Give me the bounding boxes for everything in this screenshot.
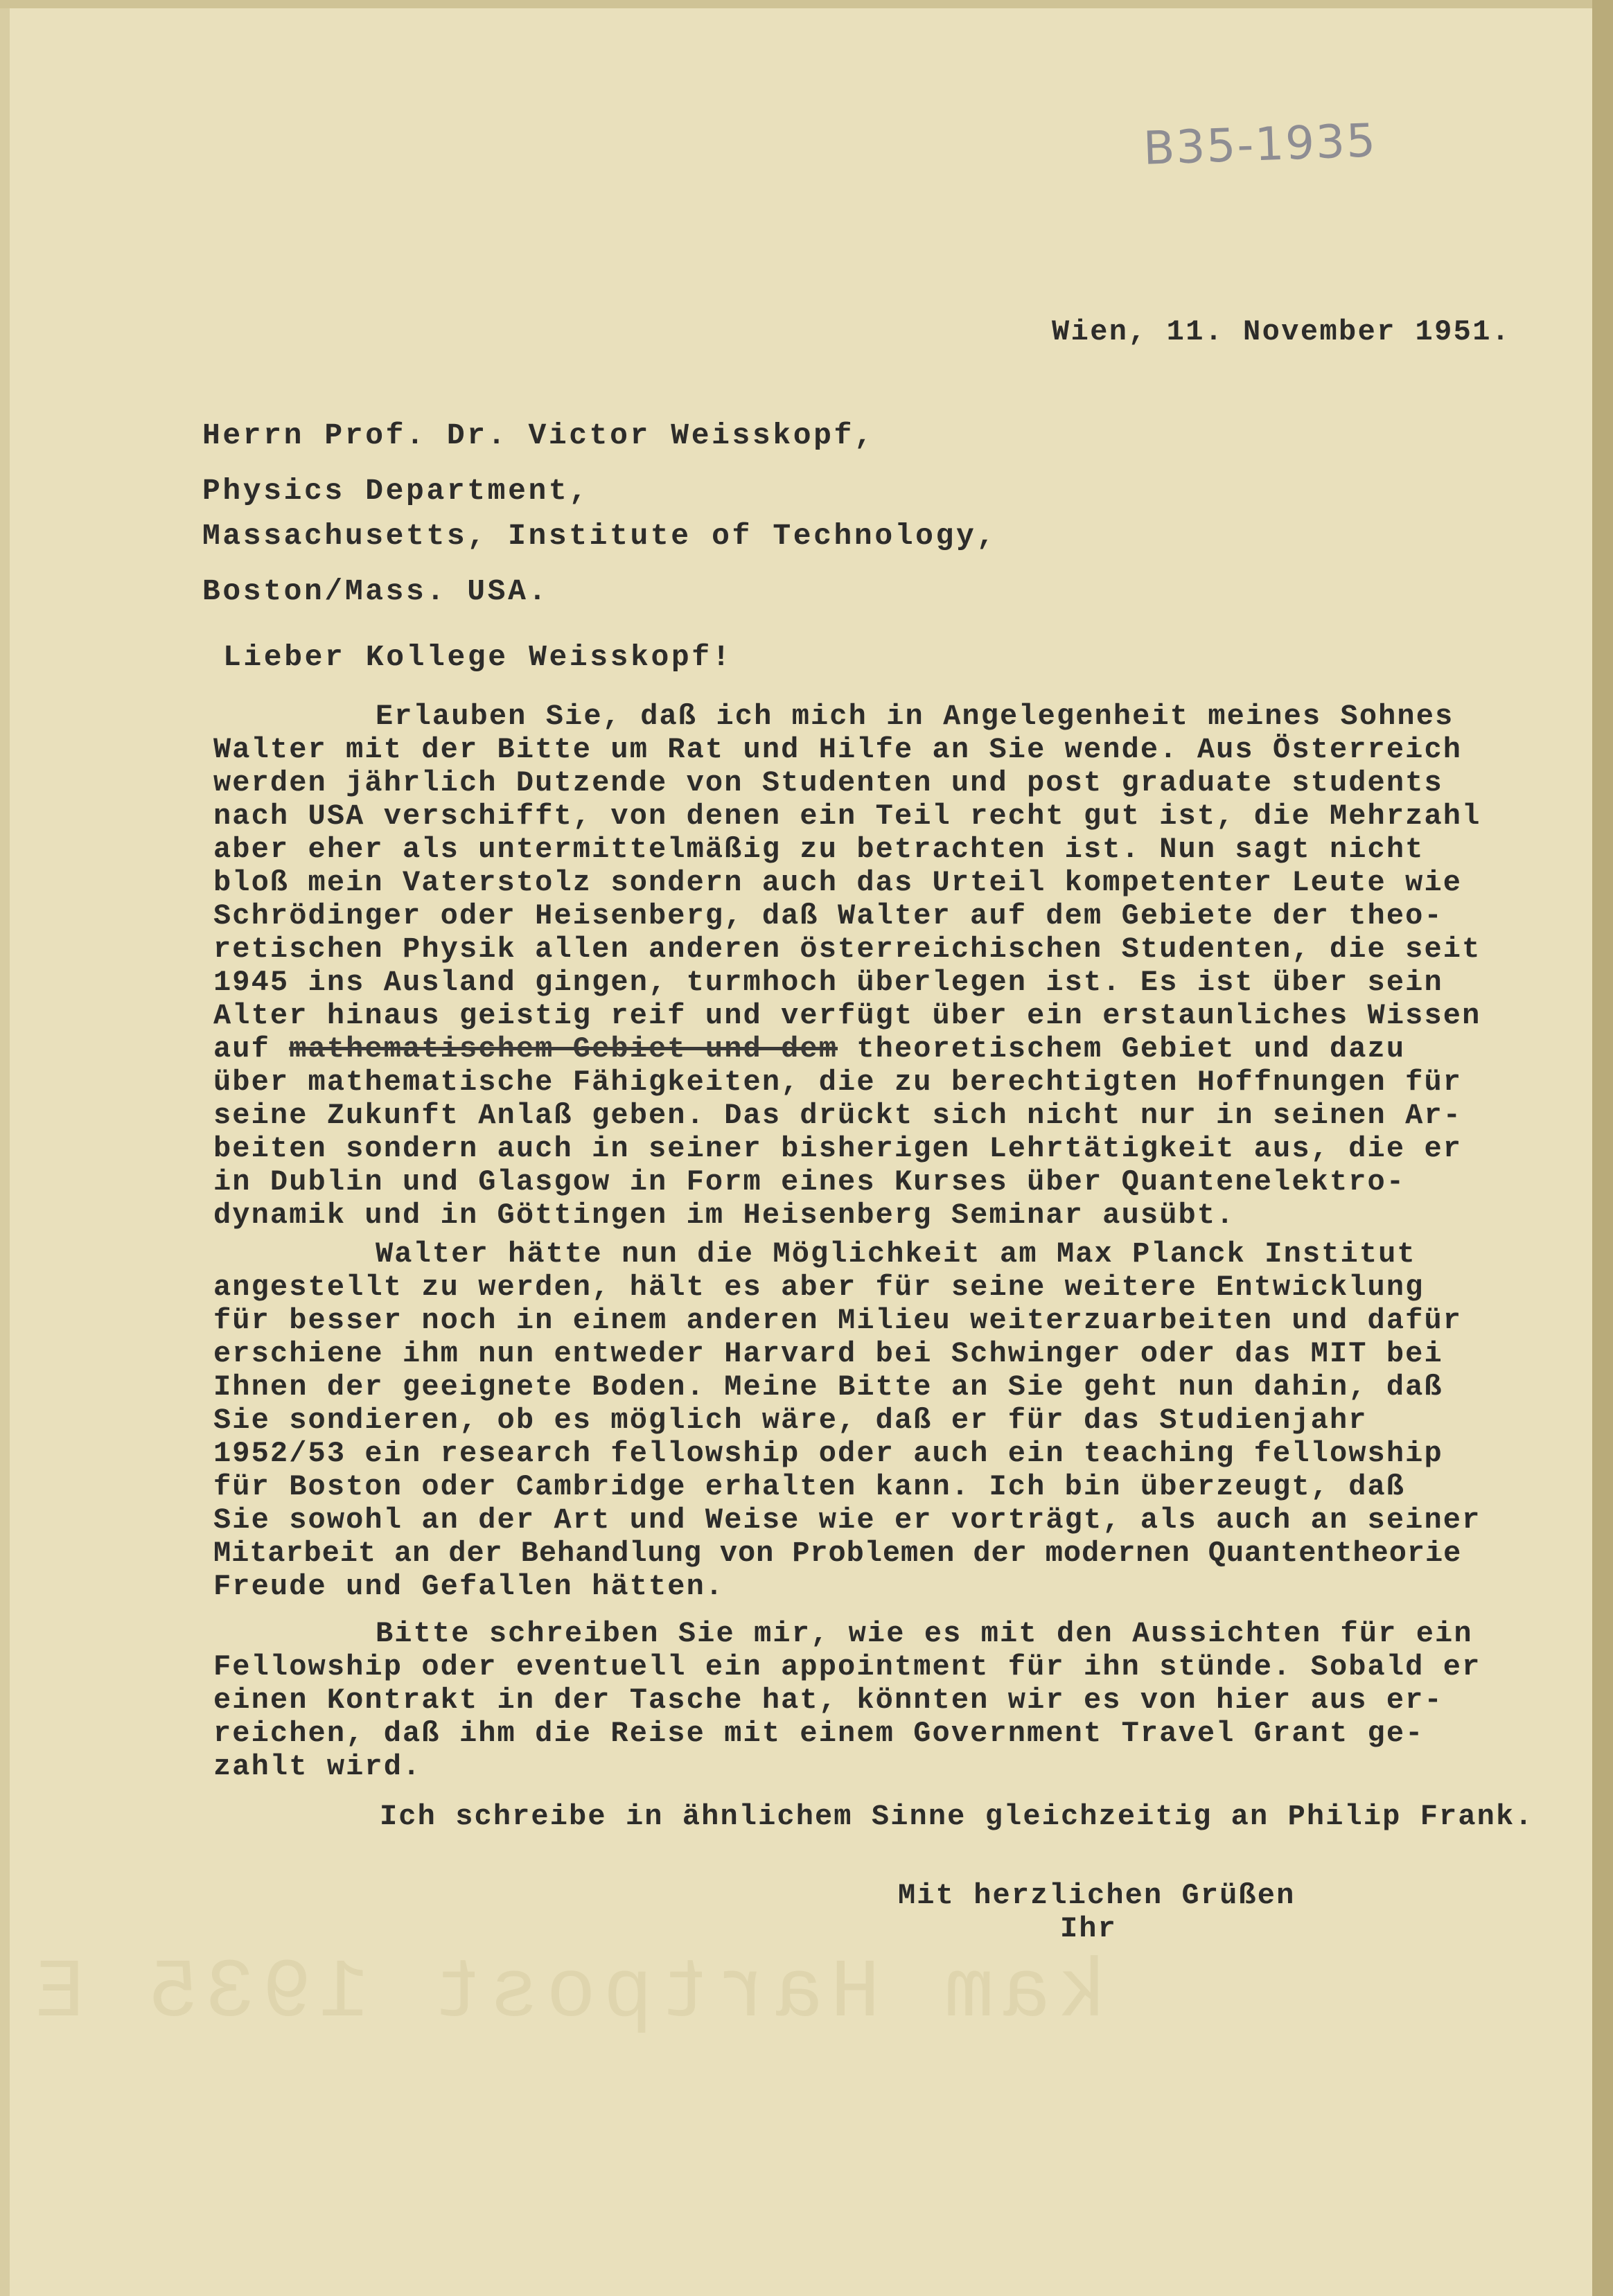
- signature: Ihr: [1060, 1912, 1117, 1945]
- address-line: Massachusetts, Institute of Technology,: [202, 519, 997, 553]
- closing: Mit herzlichen Grüßen: [898, 1879, 1296, 1912]
- struck-line-suffix: theoretischem Gebiet und dazu: [838, 1032, 1406, 1066]
- date-line: Wien, 11. November 1951.: [1052, 315, 1511, 348]
- body-line: Erlauben Sie, daß ich mich in Angelegenheit meines Sohnes: [376, 700, 1454, 733]
- bleed-through-text: kam Hartpost 1935 E: [28, 1947, 1108, 2041]
- archive-number: B35-1935: [1142, 114, 1378, 175]
- body-line: seine Zukunft Anlaß geben. Das drückt sich nicht nur in seinen Ar-: [213, 1099, 1463, 1132]
- address-line: Physics Department,: [202, 474, 590, 508]
- body-line: Mitarbeit an der Behandlung von Problemen der modernen Quantentheorie: [213, 1537, 1462, 1570]
- body-line: Bitte schreiben Sie mir, wie es mit den Aussichten für ein: [376, 1617, 1473, 1650]
- paper-edge-right: [1592, 0, 1613, 2296]
- body-line: über mathematische Fähigkeiten, die zu berechtigten Hoffnungen für: [213, 1066, 1463, 1099]
- body-line: Walter mit der Bitte um Rat und Hilfe an Sie wende. Aus Österreich: [213, 733, 1463, 766]
- body-line: aber eher als untermittelmäßig zu betrachten ist. Nun sagt nicht: [213, 833, 1425, 866]
- body-line: Ihnen der geeignete Boden. Meine Bitte an Sie geht nun dahin, daß: [213, 1370, 1443, 1404]
- body-line: Fellowship oder eventuell ein appointment für ihn stünde. Sobald er: [213, 1650, 1481, 1684]
- body-line: beiten sondern auch in seiner bisherigen Lehrtätigkeit aus, die er: [213, 1132, 1463, 1165]
- body-line: für Boston oder Cambridge erhalten kann. Ich bin überzeugt, daß: [213, 1470, 1406, 1503]
- salutation: Lieber Kollege Weisskopf!: [223, 640, 733, 674]
- paper-edge-left: [0, 0, 10, 2296]
- body-line: 1952/53 ein research fellowship oder auch ein teaching fellowship: [213, 1437, 1443, 1470]
- struck-out-text: mathematischem Gebiet und dem: [289, 1032, 838, 1066]
- body-line: zahlt wird.: [213, 1750, 422, 1783]
- body-line: Alter hinaus geistig reif und verfügt über ein erstaunliches Wissen: [213, 999, 1481, 1032]
- body-line: einen Kontrakt in der Tasche hat, könnten wir es von hier aus er-: [213, 1684, 1443, 1717]
- body-line: Freude und Gefallen hätten.: [213, 1570, 725, 1603]
- body-line: reichen, daß ihm die Reise mit einem Government Travel Grant ge-: [213, 1717, 1425, 1750]
- body-line: bloß mein Vaterstolz sondern auch das Urteil kompetenter Leute wie: [213, 866, 1463, 899]
- paper-edge-top: [0, 0, 1613, 8]
- paragraph-4: Ich schreibe in ähnlichem Sinne gleichzeitig an Philip Frank.: [380, 1800, 1534, 1833]
- body-line: in Dublin und Glasgow in Form eines Kurses über Quantenelektro-: [213, 1165, 1406, 1199]
- struck-line: [213, 1032, 1405, 1066]
- body-line: erschiene ihm nun entweder Harvard bei Schwinger oder das MIT bei: [213, 1337, 1443, 1370]
- body-line: Schrödinger oder Heisenberg, daß Walter auf dem Gebiete der theo-: [213, 899, 1443, 933]
- body-line: Walter hätte nun die Möglichkeit am Max Planck Institut: [376, 1237, 1416, 1271]
- address-line: Herrn Prof. Dr. Victor Weisskopf,: [202, 418, 875, 452]
- address-line: Boston/Mass. USA.: [202, 574, 549, 608]
- body-line: dynamik und in Göttingen im Heisenberg Seminar ausübt.: [213, 1199, 1235, 1232]
- body-line: Sie sondieren, ob es möglich wäre, daß er für das Studienjahr: [213, 1404, 1368, 1437]
- body-line: für besser noch in einem anderen Milieu weiterzuarbeiten und dafür: [213, 1304, 1463, 1337]
- struck-line-prefix: auf: [213, 1032, 290, 1066]
- body-line: retischen Physik allen anderen österreichischen Studenten, die seit: [213, 933, 1481, 966]
- body-line: angestellt zu werden, hält es aber für seine weitere Entwicklung: [213, 1271, 1425, 1304]
- body-line: werden jährlich Dutzende von Studenten und post graduate students: [213, 766, 1443, 800]
- body-line: nach USA verschifft, von denen ein Teil recht gut ist, die Mehrzahl: [213, 800, 1481, 833]
- body-line: 1945 ins Ausland gingen, turmhoch überlegen ist. Es ist über sein: [213, 966, 1443, 999]
- body-line: Sie sowohl an der Art und Weise wie er vorträgt, als auch an seiner: [213, 1503, 1481, 1537]
